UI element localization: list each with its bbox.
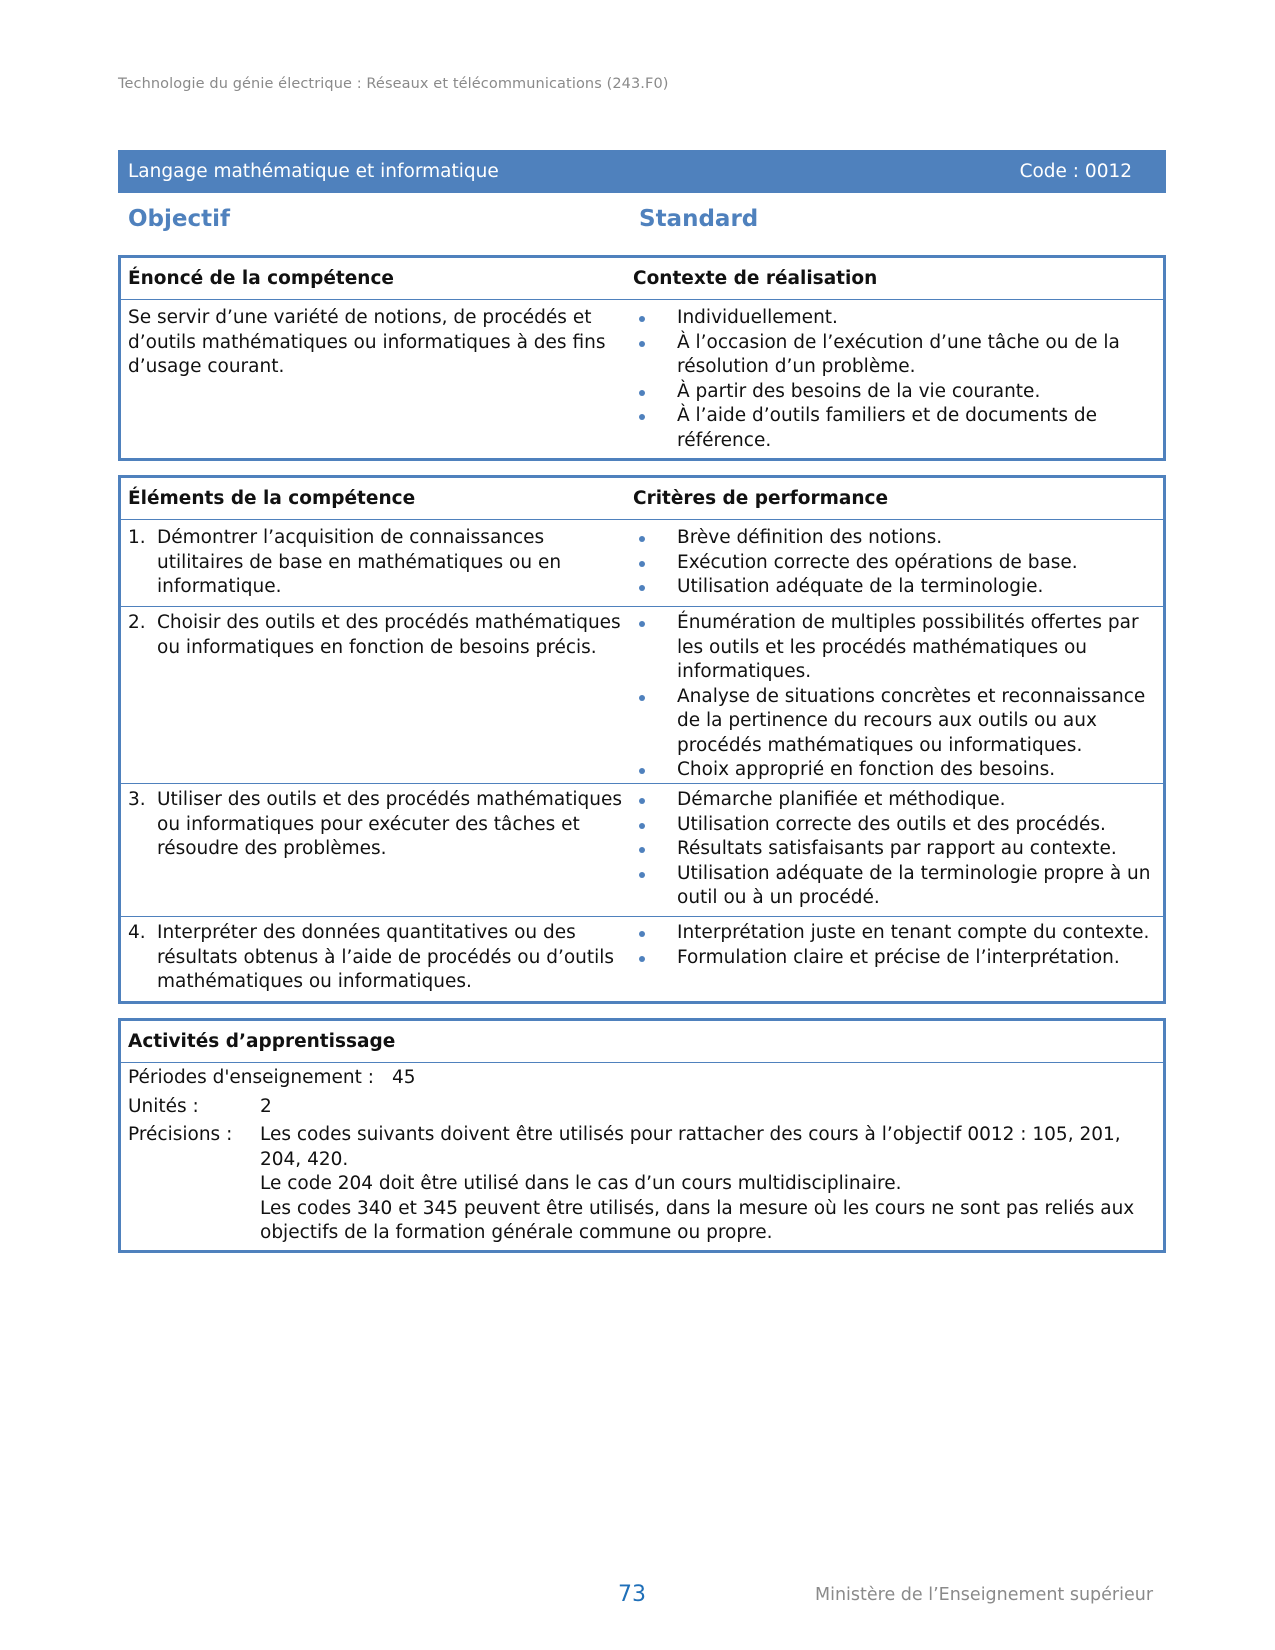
- element-number: 2.: [128, 612, 146, 633]
- list-item: Utilisation adéquate de la terminologie propre à un outil ou à un procédé.: [633, 862, 1163, 911]
- element-text: Interpréter des données quantitatives ou des résultats obtenus à l’aide de procédés ou d’outils mathématiques ou informatiques.: [157, 922, 615, 992]
- footer-organization: Ministère de l’Enseignement supérieur: [815, 1585, 1154, 1605]
- element-number: 1.: [128, 527, 146, 548]
- units-value: 2: [260, 1095, 272, 1117]
- element-number: 3.: [128, 789, 146, 810]
- detail-paragraph: Le code 204 doit être utilisé dans le cas d’un cours multidisciplinaire.: [260, 1173, 902, 1194]
- list-item: À partir des besoins de la vie courante.: [633, 380, 1163, 405]
- enonce-header: Énoncé de la compétence: [128, 268, 394, 289]
- detail-paragraph: Les codes suivants doivent être utilisés pour rattacher des cours à l’objectif 0012 : 105, 201, 204, 420.: [260, 1124, 1121, 1170]
- standard-title: Standard: [639, 206, 759, 232]
- element-item: [128, 526, 629, 600]
- competence-box: [118, 255, 1166, 461]
- course-banner: [118, 150, 1166, 193]
- criteria-list: [633, 921, 1163, 970]
- periods-value: 45: [392, 1067, 416, 1088]
- criteria-list: [633, 611, 1163, 783]
- element-number: 4.: [128, 922, 146, 943]
- list-item: Utilisation adéquate de la terminologie.: [633, 575, 1163, 600]
- element-text: Choisir des outils et des procédés mathématiques ou informatiques en fonction de besoins précis.: [157, 612, 621, 658]
- element-item: [128, 788, 629, 862]
- details-text: [260, 1123, 1163, 1246]
- criteria-list: [633, 788, 1163, 911]
- criteria-list: [633, 526, 1163, 600]
- elements-header: Éléments de la compétence: [128, 488, 416, 509]
- elements-box: [118, 475, 1166, 1004]
- criteres-header: Critères de performance: [633, 488, 889, 509]
- element-text: Démontrer l’acquisition de connaissances utilitaires de base en mathématiques ou en informatique.: [157, 527, 562, 597]
- details-label: Précisions :: [128, 1124, 233, 1145]
- list-item: Brève définition des notions.: [633, 526, 1163, 551]
- element-text: Utiliser des outils et des procédés mathématiques ou informatiques pour exécuter des tâches et résoudre des problèmes.: [157, 789, 623, 859]
- competence-box-header: [121, 258, 1163, 300]
- running-header: Technologie du génie électrique : Réseaux et télécommunications (243.F0): [118, 76, 669, 92]
- table-row: [121, 783, 1163, 916]
- activities-box: [118, 1018, 1166, 1253]
- contexte-header: Contexte de réalisation: [633, 268, 878, 289]
- periods-label: Périodes d'enseignement :: [128, 1067, 375, 1088]
- periods-row: [121, 1066, 1163, 1091]
- list-item: Analyse de situations concrètes et reconnaissance de la pertinence du recours aux outils ou aux procédés mathématiques ou informatiques.: [633, 685, 1163, 759]
- details-row: [121, 1123, 1163, 1246]
- competence-row: [121, 300, 1163, 453]
- list-item: À l’occasion de l’exécution d’une tâche ou de la résolution d’un problème.: [633, 331, 1163, 380]
- list-item: Exécution correcte des opérations de base.: [633, 551, 1163, 576]
- page-number: 73: [618, 1582, 646, 1607]
- course-code: Code : 0012: [1019, 161, 1132, 182]
- element-item: [128, 611, 629, 660]
- list-item: Énumération de multiples possibilités offertes par les outils et les procédés mathématiques ou informatiques.: [633, 611, 1163, 685]
- table-row: [121, 606, 1163, 783]
- activities-header: Activités d’apprentissage: [121, 1021, 1163, 1063]
- units-label: Unités :: [128, 1095, 199, 1117]
- elements-box-header: [121, 478, 1163, 520]
- list-item: Choix approprié en fonction des besoins.: [633, 758, 1163, 783]
- list-item: Individuellement.: [633, 306, 1163, 331]
- units-row: [121, 1095, 1163, 1120]
- course-title: Langage mathématique et informatique: [128, 161, 499, 182]
- objectif-title: Objectif: [128, 206, 231, 232]
- context-list: [633, 306, 1163, 453]
- competence-statement: Se servir d’une variété de notions, de procédés et d’outils mathématiques ou informatiques à des fins d’usage courant.: [128, 307, 606, 377]
- detail-paragraph: Les codes 340 et 345 peuvent être utilisés, dans la mesure où les cours ne sont pas reliés aux objectifs de la formation générale commune ou propre.: [260, 1197, 1135, 1243]
- list-item: Résultats satisfaisants par rapport au contexte.: [633, 837, 1163, 862]
- list-item: Interprétation juste en tenant compte du contexte.: [633, 921, 1163, 946]
- table-row: [121, 520, 1163, 606]
- list-item: Démarche planifiée et méthodique.: [633, 788, 1163, 813]
- list-item: À l’aide d’outils familiers et de documents de référence.: [633, 404, 1163, 453]
- list-item: Utilisation correcte des outils et des procédés.: [633, 813, 1163, 838]
- list-item: Formulation claire et précise de l’interprétation.: [633, 946, 1163, 971]
- element-item: [128, 921, 629, 995]
- table-row: [121, 916, 1163, 995]
- section-titles: [118, 206, 1166, 240]
